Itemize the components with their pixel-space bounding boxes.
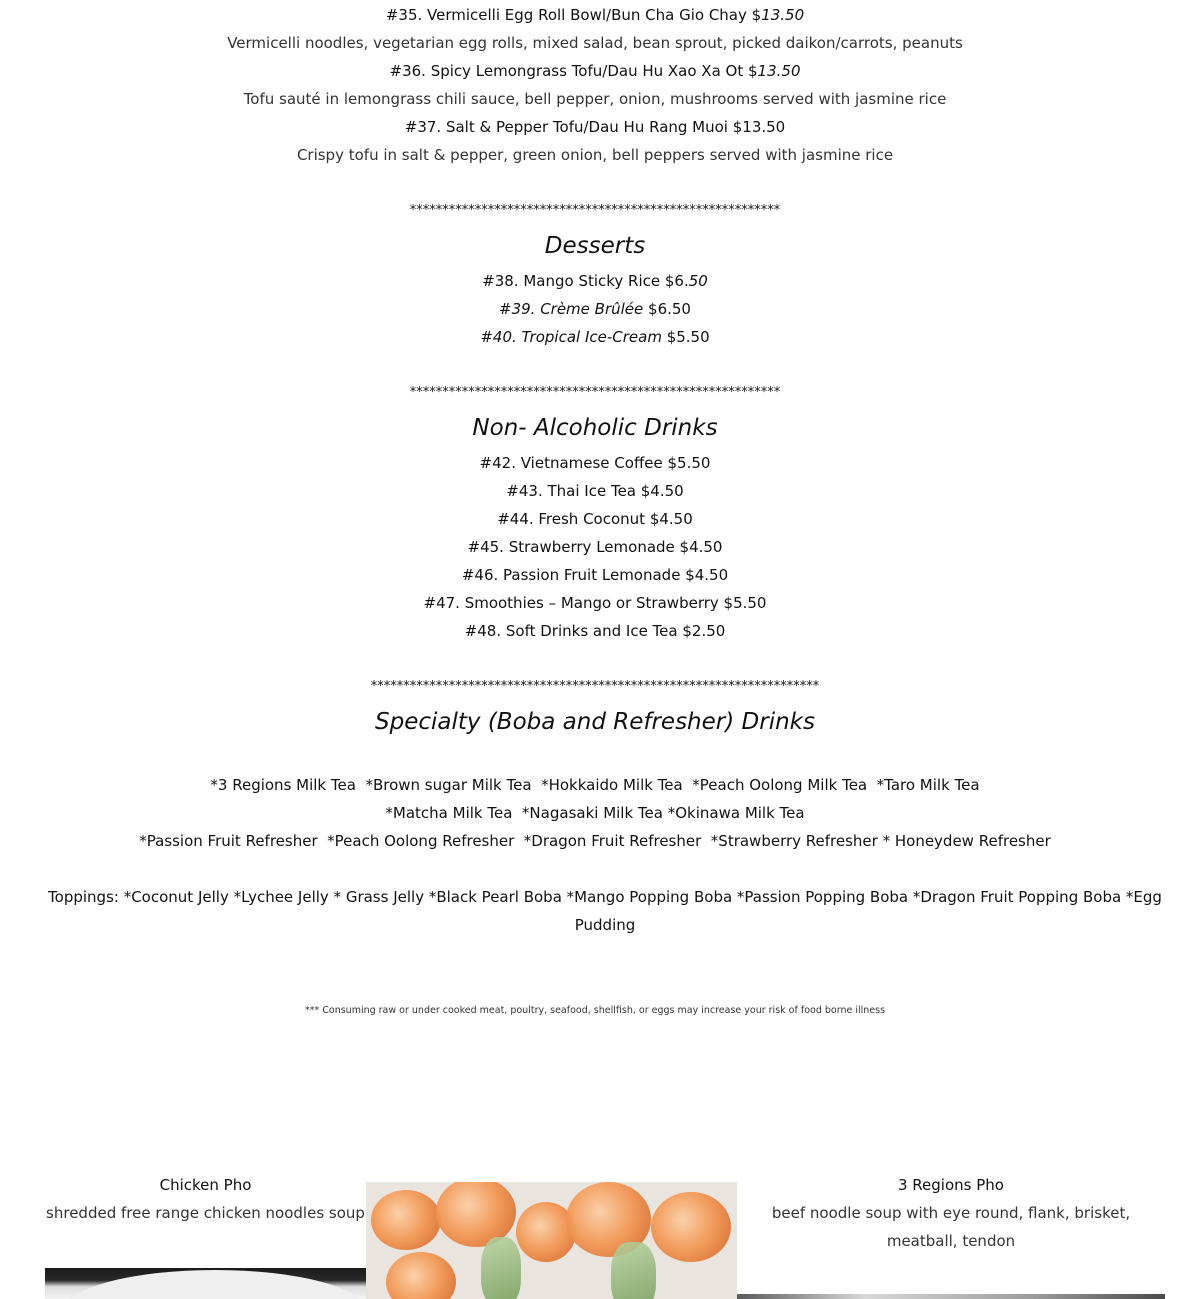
drink-item: #46. Passion Fruit Lemonade $4.50 [461,566,729,584]
shrimp-shape [371,1190,441,1250]
shrimp-shape [651,1192,731,1262]
menu-item-name: #35. Vermicelli Egg Roll Bowl/Bun Cha Gio Chay $ [385,6,762,24]
specialty-heading: Specialty (Boba and Refresher) Drinks [375,709,815,735]
spring-rolls-photo[interactable] [366,1182,737,1299]
menu-item-37-description: Crispy tofu in salt & pepper, green onion, bell peppers served with jasmine rice [296,146,894,164]
drink-item: #45. Strawberry Lemonade $4.50 [467,538,723,556]
dessert-item-price-tail: 50 [688,272,708,290]
drink-item: #44. Fresh Coconut $4.50 [497,510,693,528]
food-safety-disclaimer: *** Consuming raw or under cooked meat, poultry, seafood, shellfish, or eggs may increase your risk of food borne illness [304,1005,886,1016]
bowl-shape [65,1270,365,1299]
drink-item: #47. Smoothies – Mango or Strawberry $5.50 [423,594,767,612]
section-separator: ********************************************************* [409,385,781,400]
dessert-item-name: #40. Tropical Ice-Cream [480,328,662,346]
dessert-item-text: #38. Mango Sticky Rice $6. [482,272,689,290]
menu-item-37 [0,113,1190,141]
leaf-shape [481,1237,521,1299]
dessert-item-40 [0,323,1190,351]
gallery-card-title: 3 Regions Pho [898,1176,1004,1194]
specialty-line: *Matcha Milk Tea *Nagasaki Milk Tea *Okinawa Milk Tea [385,804,805,822]
dessert-item-price: $5.50 [661,328,710,346]
shrimp-shape [386,1252,456,1299]
section-separator: ********************************************************* [409,203,781,218]
section-separator: ********************************************************************* [370,679,820,694]
drink-item: #42. Vietnamese Coffee $5.50 [479,454,711,472]
specialty-line: *Passion Fruit Refresher *Peach Oolong Refresher *Dragon Fruit Refresher *Strawberry Refresher * Honeydew Refresher [139,832,1051,850]
menu-item-name: #36. Spicy Lemongrass Tofu/Dau Hu Xao Xa Ot $ [389,62,758,80]
drink-item: #48. Soft Drinks and Ice Tea $2.50 [464,622,726,640]
dessert-item-name: #39. Crème Brûlée [499,300,644,318]
menu-item-name: #37. Salt & Pepper Tofu/Dau Hu Rang Muoi $13.50 [404,118,786,136]
dessert-item-price: $6.50 [643,300,691,318]
gallery-card-3-regions-pho[interactable] [737,1171,1165,1255]
drinks-heading: Non- Alcoholic Drinks [472,415,718,441]
dessert-item-39 [0,295,1190,323]
toppings-text: Toppings: *Coconut Jelly *Lychee Jelly * Grass Jelly *Black Pearl Boba *Mango Popping Boba *Passion Popping Boba *Dragon Fruit Popping Boba *Egg Pudding [48,888,1162,934]
menu-item-35 [0,1,1190,29]
drink-item: #43. Thai Ice Tea $4.50 [506,482,684,500]
3-regions-pho-photo[interactable] [737,1294,1165,1299]
menu-item-price: 13.50 [757,62,801,80]
dessert-item-38 [0,267,1190,295]
gallery-card-description: shredded free range chicken noodles soup [46,1204,365,1222]
menu-item-price: 13.50 [761,6,805,24]
leaf-shape [611,1242,656,1299]
gallery-card-chicken-pho[interactable] [45,1171,366,1227]
menu-item-36 [0,57,1190,85]
menu-item-36-description: Tofu sauté in lemongrass chili sauce, bell pepper, onion, mushrooms served with jasmine rice [243,90,947,108]
desserts-heading: Desserts [544,233,646,259]
menu-item-35-description: Vermicelli noodles, vegetarian egg rolls, mixed salad, bean sprout, picked daikon/carrots, peanuts [227,34,963,52]
specialty-line: *3 Regions Milk Tea *Brown sugar Milk Tea *Hokkaido Milk Tea *Peach Oolong Milk Tea *Taro Milk Tea [210,776,980,794]
gallery-card-description: beef noodle soup with eye round, flank, brisket, meatball, tendon [771,1204,1131,1250]
chicken-pho-photo[interactable] [45,1268,366,1299]
gallery-card-title: Chicken Pho [159,1176,252,1194]
